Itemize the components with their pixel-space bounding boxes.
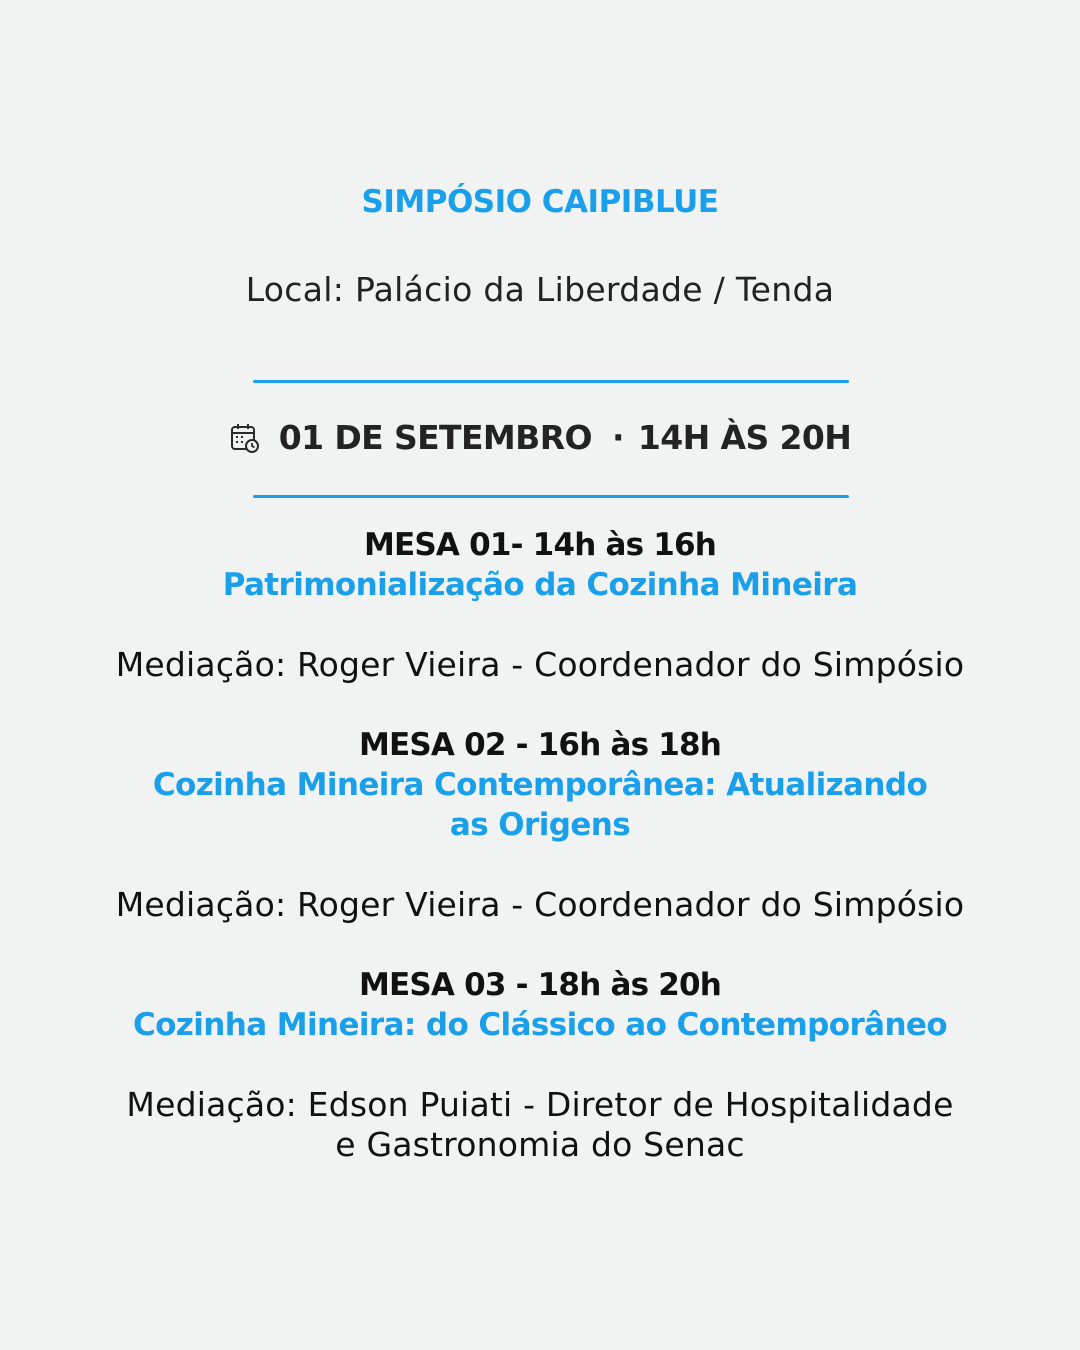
session-2-title-line-2: as Origens [449,807,631,843]
session-3-mediation-line-2: e Gastronomia do Senac [335,1125,745,1164]
divider-bottom [253,495,849,498]
schedule-separator: · [611,418,624,457]
session-2-title-line-1: Cozinha Mineira Contemporânea: Atualizando [152,767,928,803]
event-title: SIMPÓSIO CAIPIBLUE [361,184,719,220]
event-location: Local: Palácio da Liberdade / Tenda [245,270,835,309]
session-3-mediation-line-1: Mediação: Edson Puiati - Diretor de Hospitalidade [126,1085,954,1124]
session-3-heading: MESA 03 - 18h às 20h [358,967,722,1003]
schedule-date: 01 DE SETEMBRO [278,418,592,457]
session-1-mediation: Mediação: Roger Vieira - Coordenador do Simpósio [115,645,965,684]
session-2-mediation: Mediação: Roger Vieira - Coordenador do Simpósio [115,885,965,924]
session-2-heading: MESA 02 - 16h às 18h [358,727,722,763]
calendar-clock-icon [229,422,261,454]
divider-top [253,380,849,383]
session-1-title: Patrimonialização da Cozinha Mineira [222,567,858,603]
session-1-heading: MESA 01- 14h às 16h [363,527,717,563]
schedule-row [0,418,1080,457]
schedule-time: 14H ÀS 20H [637,418,852,457]
session-3-title: Cozinha Mineira: do Clássico ao Contemporâneo [132,1007,948,1043]
